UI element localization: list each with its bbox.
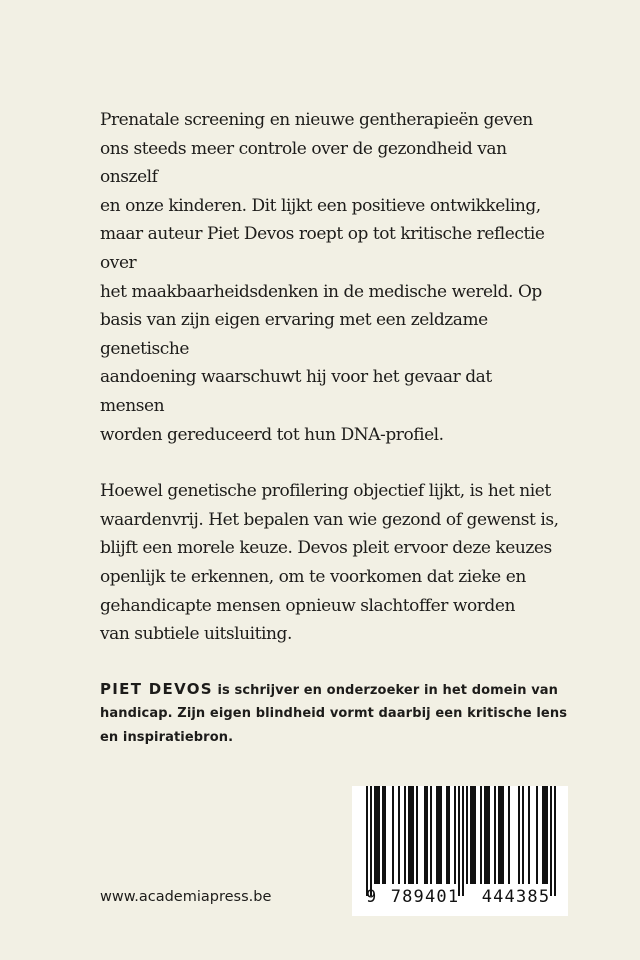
barcode-guard-bar	[462, 786, 464, 896]
publisher-website: www.academiapress.be	[100, 889, 272, 905]
barcode-guard-bar	[366, 786, 368, 896]
barcode-bar	[436, 786, 442, 884]
barcode-bar	[454, 786, 456, 884]
barcode-bar	[382, 786, 386, 884]
isbn-group-right: 444385	[481, 887, 551, 907]
barcode-bar	[528, 786, 530, 884]
barcode-guard-bar	[554, 786, 556, 896]
barcode-bar	[398, 786, 400, 884]
barcode-bar	[430, 786, 432, 884]
barcode-guard-bar	[550, 786, 552, 896]
barcode-bar	[424, 786, 428, 884]
barcode-bar	[404, 786, 406, 884]
barcode-bar	[446, 786, 450, 884]
barcode-bar	[470, 786, 476, 884]
back-cover-blurb	[100, 106, 560, 649]
barcode-bar	[508, 786, 510, 884]
isbn-group-left: 789401	[390, 887, 460, 907]
barcode-bar	[466, 786, 468, 884]
isbn-lead-digit: 9	[366, 887, 377, 907]
barcode-bar	[408, 786, 414, 884]
barcode-bar	[392, 786, 394, 884]
barcode-bar	[522, 786, 524, 884]
barcode-bar	[542, 786, 548, 884]
barcode-guard-bar	[370, 786, 372, 896]
barcode-guard-bar	[458, 786, 460, 896]
barcode-bar	[536, 786, 538, 884]
isbn-barcode	[352, 786, 568, 916]
author-bio-text: is schrijver en onderzoeker in het domein van handicap. Zijn eigen blindheid vormt daarbij een kritische lens en inspiratiebron.	[100, 683, 568, 745]
author-name: PIET DEVOS	[100, 680, 213, 698]
blurb-paragraph-2: Hoewel genetische profilering objectief lijkt, is het niet waardenvrij. Het bepalen van wie gezond of gewenst is, blijft een morele keuze. Devos pleit ervoor deze keuzes openlijk te erkennen, om te voorkomen dat zieke en gehandicapte mensen opnieuw slachtoffer worden van subtiele uitsluiting.	[100, 481, 559, 645]
barcode-bar	[518, 786, 520, 884]
blurb-paragraph-1: Prenatale screening en nieuwe gentherapieën geven ons steeds meer controle over de gezondheid van onszelf en onze kinderen. Dit lijkt een positieve ontwikkeling, maar auteur Piet Devos roept op tot kritische reflectie over het maakbaarheidsdenken in de medische wereld. Op basis van zijn eigen ervaring met een zeldzame genetische aandoening waarschuwt hij voor het gevaar dat mensen worden gereduceerd tot hun DNA-profiel.	[100, 110, 545, 445]
barcode-bar	[480, 786, 482, 884]
barcode-bar	[416, 786, 418, 884]
barcode-bar	[484, 786, 490, 884]
barcode-bar	[374, 786, 380, 884]
barcode-bar	[498, 786, 504, 884]
barcode-bar	[494, 786, 496, 884]
author-bio	[100, 678, 570, 749]
